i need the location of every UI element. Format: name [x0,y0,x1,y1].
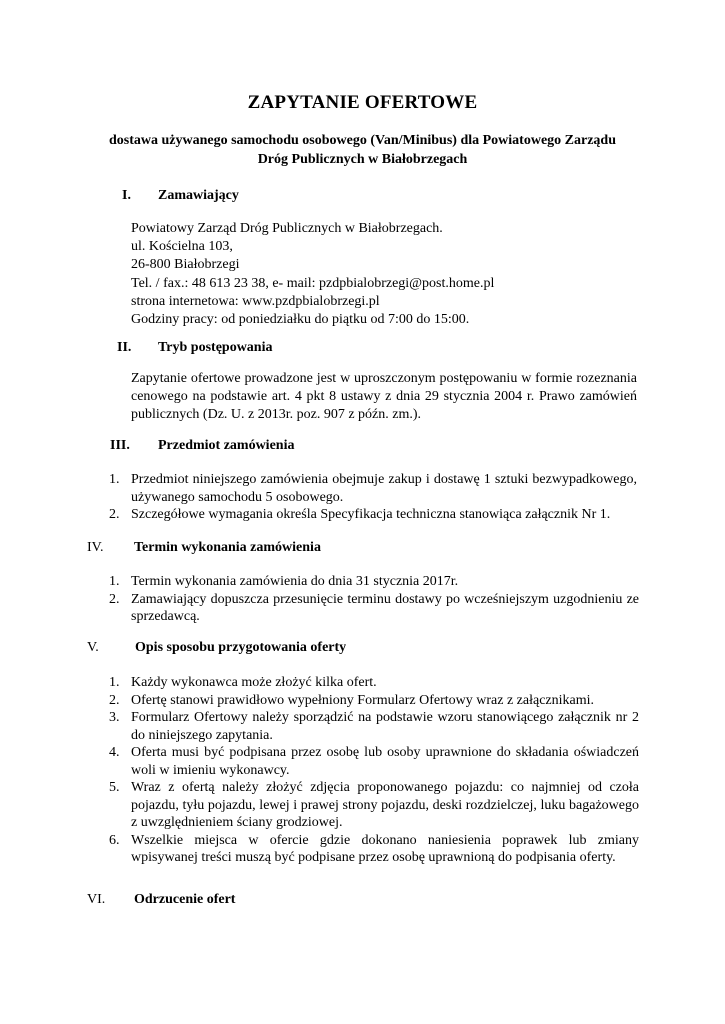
list-item [109,471,637,506]
list-item [109,779,639,832]
list-item [109,744,639,779]
section-number: IV. [87,540,104,555]
section-number: V. [87,640,99,655]
item-text: Termin wykonania zamówienia do dnia 31 stycznia 2017r. [131,574,459,589]
item-number: 2. [109,591,120,607]
subject-list [109,471,637,524]
section-number: II. [117,340,132,355]
item-text: Szczegółowe wymagania określa Specyfikacja techniczna stanowiąca załącznik Nr 1. [131,507,611,522]
address-line: 26-800 Białobrzegi [131,257,240,273]
document-title: ZAPYTANIE OFERTOWE [247,92,478,113]
item-number: 2. [109,507,120,522]
offer-preparation-list [109,674,639,867]
item-number: 4. [109,745,120,760]
subtitle-line-2: Dróg Publicznych w Białobrzegach [257,152,468,167]
section-title: Zamawiający [158,188,239,203]
section-title: Tryb postępowania [158,340,273,355]
item-number: 1. [109,675,120,690]
item-number: 1. [109,472,120,487]
item-text: Zamawiający dopuszcza przesunięcie terminu dostawy po wcześniejszym uzgodnieniu ze sprzedawcą. [131,591,639,624]
list-item [109,692,639,710]
item-text: Wraz z ofertą należy złożyć zdjęcia proponowanego pojazdu: co najmniej od czoła pojazdu, tyłu pojazdu, lewej i prawej strony pojazdu, deski rozdzielczej, luku bagażowego z uwzględnieniem ściany grodziowej. [131,780,639,830]
item-number: 2. [109,692,120,708]
item-text: Wszelkie miejsca w ofercie gdzie dokonano naniesienia poprawek lub zmiany wpisywanej treści muszą być podpisane przez osobę uprawnioną do podpisania oferty. [131,832,639,865]
section-number: I. [122,188,131,203]
section-title: Odrzucenie ofert [134,892,236,907]
item-text: Ofertę stanowi prawidłowo wypełniony Formularz Ofertowy wraz z załącznikami. [131,692,595,708]
item-text: Formularz Ofertowy należy sporządzić na podstawie wzoru stanowiącego załącznik nr 2 do niniejszego zapytania. [131,710,639,743]
list-item [109,674,639,692]
section-number: VI. [87,892,106,907]
office-hours-line: Godziny pracy: od poniedziałku do piątku od 7:00 do 15:00. [131,312,470,328]
list-item [109,591,639,626]
contracting-authority-details [131,220,651,329]
item-number: 6. [109,832,120,848]
item-text: Oferta musi być podpisana przez osobę lub osoby uprawnione do składania oświadczeń woli w imieniu wykonawcy. [131,745,639,778]
document-subtitle [80,131,645,169]
section-number: III. [110,438,130,453]
address-line: Powiatowy Zarząd Dróg Publicznych w Białobrzegach. [131,221,443,236]
contact-line: Tel. / fax.: 48 613 23 38, e- mail: pzdpbialobrzegi@post.home.pl [131,275,495,291]
item-number: 1. [109,574,120,589]
item-text: Każdy wykonawca może złożyć kilka ofert. [131,675,377,690]
deadline-list [109,573,639,626]
subtitle-line-1: dostawa używanego samochodu osobowego (Van/Minibus) dla Powiatowego Zarządu [108,133,617,148]
website-line: strona internetowa: www.pzdpbialobrzegi.pl [131,293,380,309]
list-item [109,573,639,591]
item-number: 3. [109,710,120,725]
list-item [109,506,637,524]
item-text: Przedmiot niniejszego zamówienia obejmuje zakup i dostawę 1 sztuki bezwypadkowego, używanego samochodu 5 osobowego. [131,472,637,505]
list-item [109,709,639,744]
address-line: ul. Kościelna 103, [131,239,233,255]
procedure-paragraph: Zapytanie ofertowe prowadzone jest w uproszczonym postępowaniu w formie rozeznania cenowego na podstawie art. 4 pkt 8 ustawy z dnia 29 stycznia 2004 r. Prawo zamówień publicznych (Dz. U. z 2013r. poz. 907 z późn. zm.). [131,371,637,422]
list-item [109,832,639,867]
section-title: Termin wykonania zamówienia [134,540,321,555]
section-title: Opis sposobu przygotowania oferty [135,640,347,655]
item-number: 5. [109,780,120,795]
section-title: Przedmiot zamówienia [158,438,295,453]
